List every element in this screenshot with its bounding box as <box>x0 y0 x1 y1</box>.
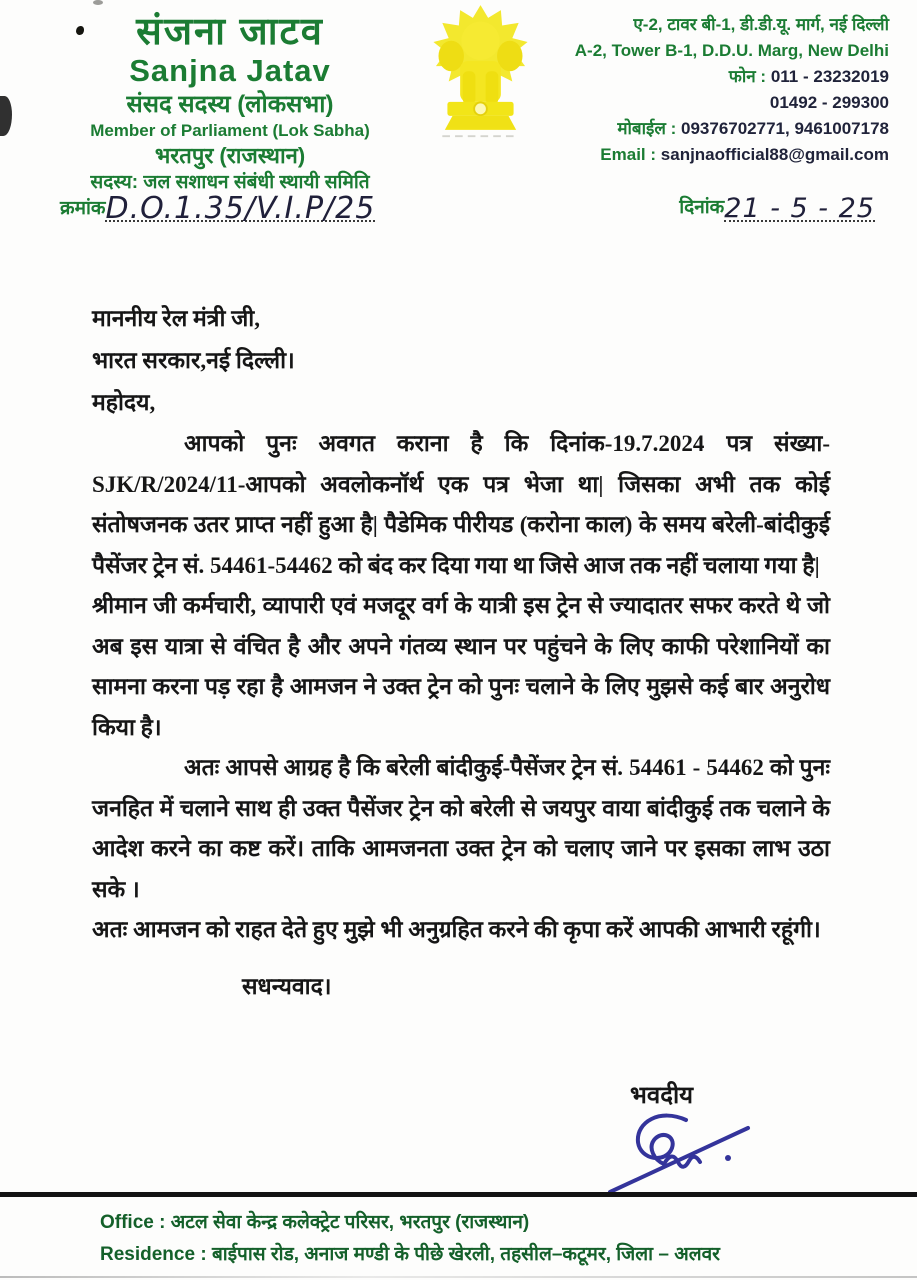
body-text: के समय <box>632 512 713 537</box>
mp-role-hindi: संसद सदस्य (लोकसभा) <box>126 91 334 118</box>
email-label: Email : <box>600 145 657 164</box>
body-text-bold: उक्त पैसेंजर ट्रेन को बरेली से जयपुर वाया बांदीकुई तक चलाने के आदेश करने का कष्ट करें। <box>92 795 830 861</box>
letterhead-left <box>50 10 410 196</box>
body-text: अतः आमजन को राहत देते हुए मुझे भी अनुग्रहित करने की कृपा करें आपकी आभारी रहूंगी। <box>92 917 821 942</box>
letter-body <box>92 298 830 1007</box>
mobile-label: मोबाईल : <box>617 119 677 138</box>
footer-office-label: Office : <box>100 1212 166 1233</box>
body-text: आपको पुनः अवगत कराना है कि <box>184 431 551 456</box>
email-line <box>549 142 889 168</box>
salutation: महोदय, <box>92 390 156 415</box>
reference-number <box>60 190 376 226</box>
body-text-bold: दिनांक-19.7.2024 पत्र संख्या-SJK/R/2024/11 <box>92 431 831 497</box>
office-address-hindi: ए-2, टावर बी-1, डी.डी.यू. मार्ग, नई दिल्ली <box>633 15 889 34</box>
letterhead-right <box>549 12 889 168</box>
mp-committee: सदस्य: जल सशाधन संबंधी स्थायी समिति <box>90 172 370 193</box>
phone-number-1: 011 - 23232019 <box>770 67 889 86</box>
reference-date-handwritten: 21 - 5 - 25 <box>724 193 875 224</box>
reference-date-label: दिनांक <box>679 197 725 218</box>
mp-name-hindi: संजना जाटव <box>136 11 324 53</box>
body-paragraph <box>92 424 830 586</box>
body-text: -आपको अवलोकनॉर्थ एक पत्र भेजा था| जिसका अभी तक कोई संतोषजनक उतर प्राप्त नहीं हुआ है| <box>92 471 830 537</box>
mp-role-english: Member of Parliament (Lok Sabha) <box>90 121 370 140</box>
signoff-yours: भवदीय <box>630 1083 694 1109</box>
recipient-block <box>92 298 830 424</box>
recipient-line-2: भारत सरकार,नई दिल्ली। <box>92 348 295 373</box>
mobile-line <box>549 116 889 142</box>
footer-office-line <box>100 1207 887 1239</box>
reference-row <box>60 178 875 228</box>
scan-bottom-edge <box>0 1276 917 1278</box>
footer-residence-line <box>100 1239 887 1271</box>
footer <box>0 1192 917 1271</box>
footer-residence-text: बाईपास रोड, अनाज मण्डी के पीछे खेरली, तहसील–कटूमर, जिला – अलवर <box>211 1244 720 1265</box>
mp-name-english: Sanjna Jatav <box>129 53 331 88</box>
reference-number-handwritten: D.O.1.35/V.I.P/25 <box>105 191 376 226</box>
scan-smudge <box>0 96 12 136</box>
ashoka-emblem-icon <box>398 0 563 140</box>
body-text-bold: बरेली-बांदीकुई पैसेंजर ट्रेन सं. 54461-54462 को बंद <box>92 512 830 578</box>
phone-number-2: 01492 - 299300 <box>769 93 889 112</box>
body-text: अतः आपसे आग्रह है कि बरेली बांदीकुई-पैसेंजर ट्रेन सं. 54461 - 54462 को पुनः जनहित में चलाने साथ ही <box>92 755 830 821</box>
email-address: sanjnaofficial88@gmail.com <box>660 145 889 164</box>
footer-office-text: अटल सेवा केन्द्र कलेक्ट्रेट परिसर, भरतपुर (राजस्थान) <box>170 1212 530 1233</box>
mobile-numbers: 09376702771, 9461007178 <box>681 119 889 138</box>
recipient-line-1: माननीय रेल मंत्री जी, <box>92 306 260 331</box>
office-address-english: A-2, Tower B-1, D.D.U. Marg, New Delhi <box>574 41 889 60</box>
body-text: ताकि आमजनता उक्त ट्रेन को चलाए जाने पर इसका लाभ उठा सके । <box>92 836 830 902</box>
closing-thanks: सधन्यवाद। <box>242 973 332 999</box>
footer-residence-label: Residence : <box>100 1244 207 1265</box>
signature-scribble-icon <box>600 1106 790 1201</box>
reference-date <box>679 190 875 222</box>
phone-label: फोन : <box>728 67 767 86</box>
body-paragraph <box>92 910 830 951</box>
scan-mark <box>93 0 103 5</box>
signoff-block <box>598 1078 818 1111</box>
reference-number-label: क्रमांक <box>60 198 106 219</box>
body-text-bold: पैडेमिक पीरीयड (करोना काल) <box>384 512 633 537</box>
body-text: श्रीमान जी कर्मचारी, व्यापारी एवं मजदूर वर्ग के यात्री इस ट्रेन से ज्यादातर सफर करते थे जो अब इस यात्रा से वंचित है और अपने गंतव्य स्थान पर पहुंचने के लिए काफी परेशानियों का सामना करना पड़ रहा है आमजन ने उक्त ट्रेन को पुनः चलाने के लिए मुझसे कई बार अनुरोध किया है। <box>92 593 830 740</box>
body-paragraphs <box>92 424 830 951</box>
body-text: कर दिया गया था जिसे आज तक नहीं चलाया गया है| <box>393 552 820 578</box>
phone-line-1 <box>549 64 889 90</box>
mp-constituency: भरतपुर (राजस्थान) <box>154 143 306 168</box>
body-paragraph <box>92 748 830 910</box>
body-paragraph <box>92 586 830 748</box>
